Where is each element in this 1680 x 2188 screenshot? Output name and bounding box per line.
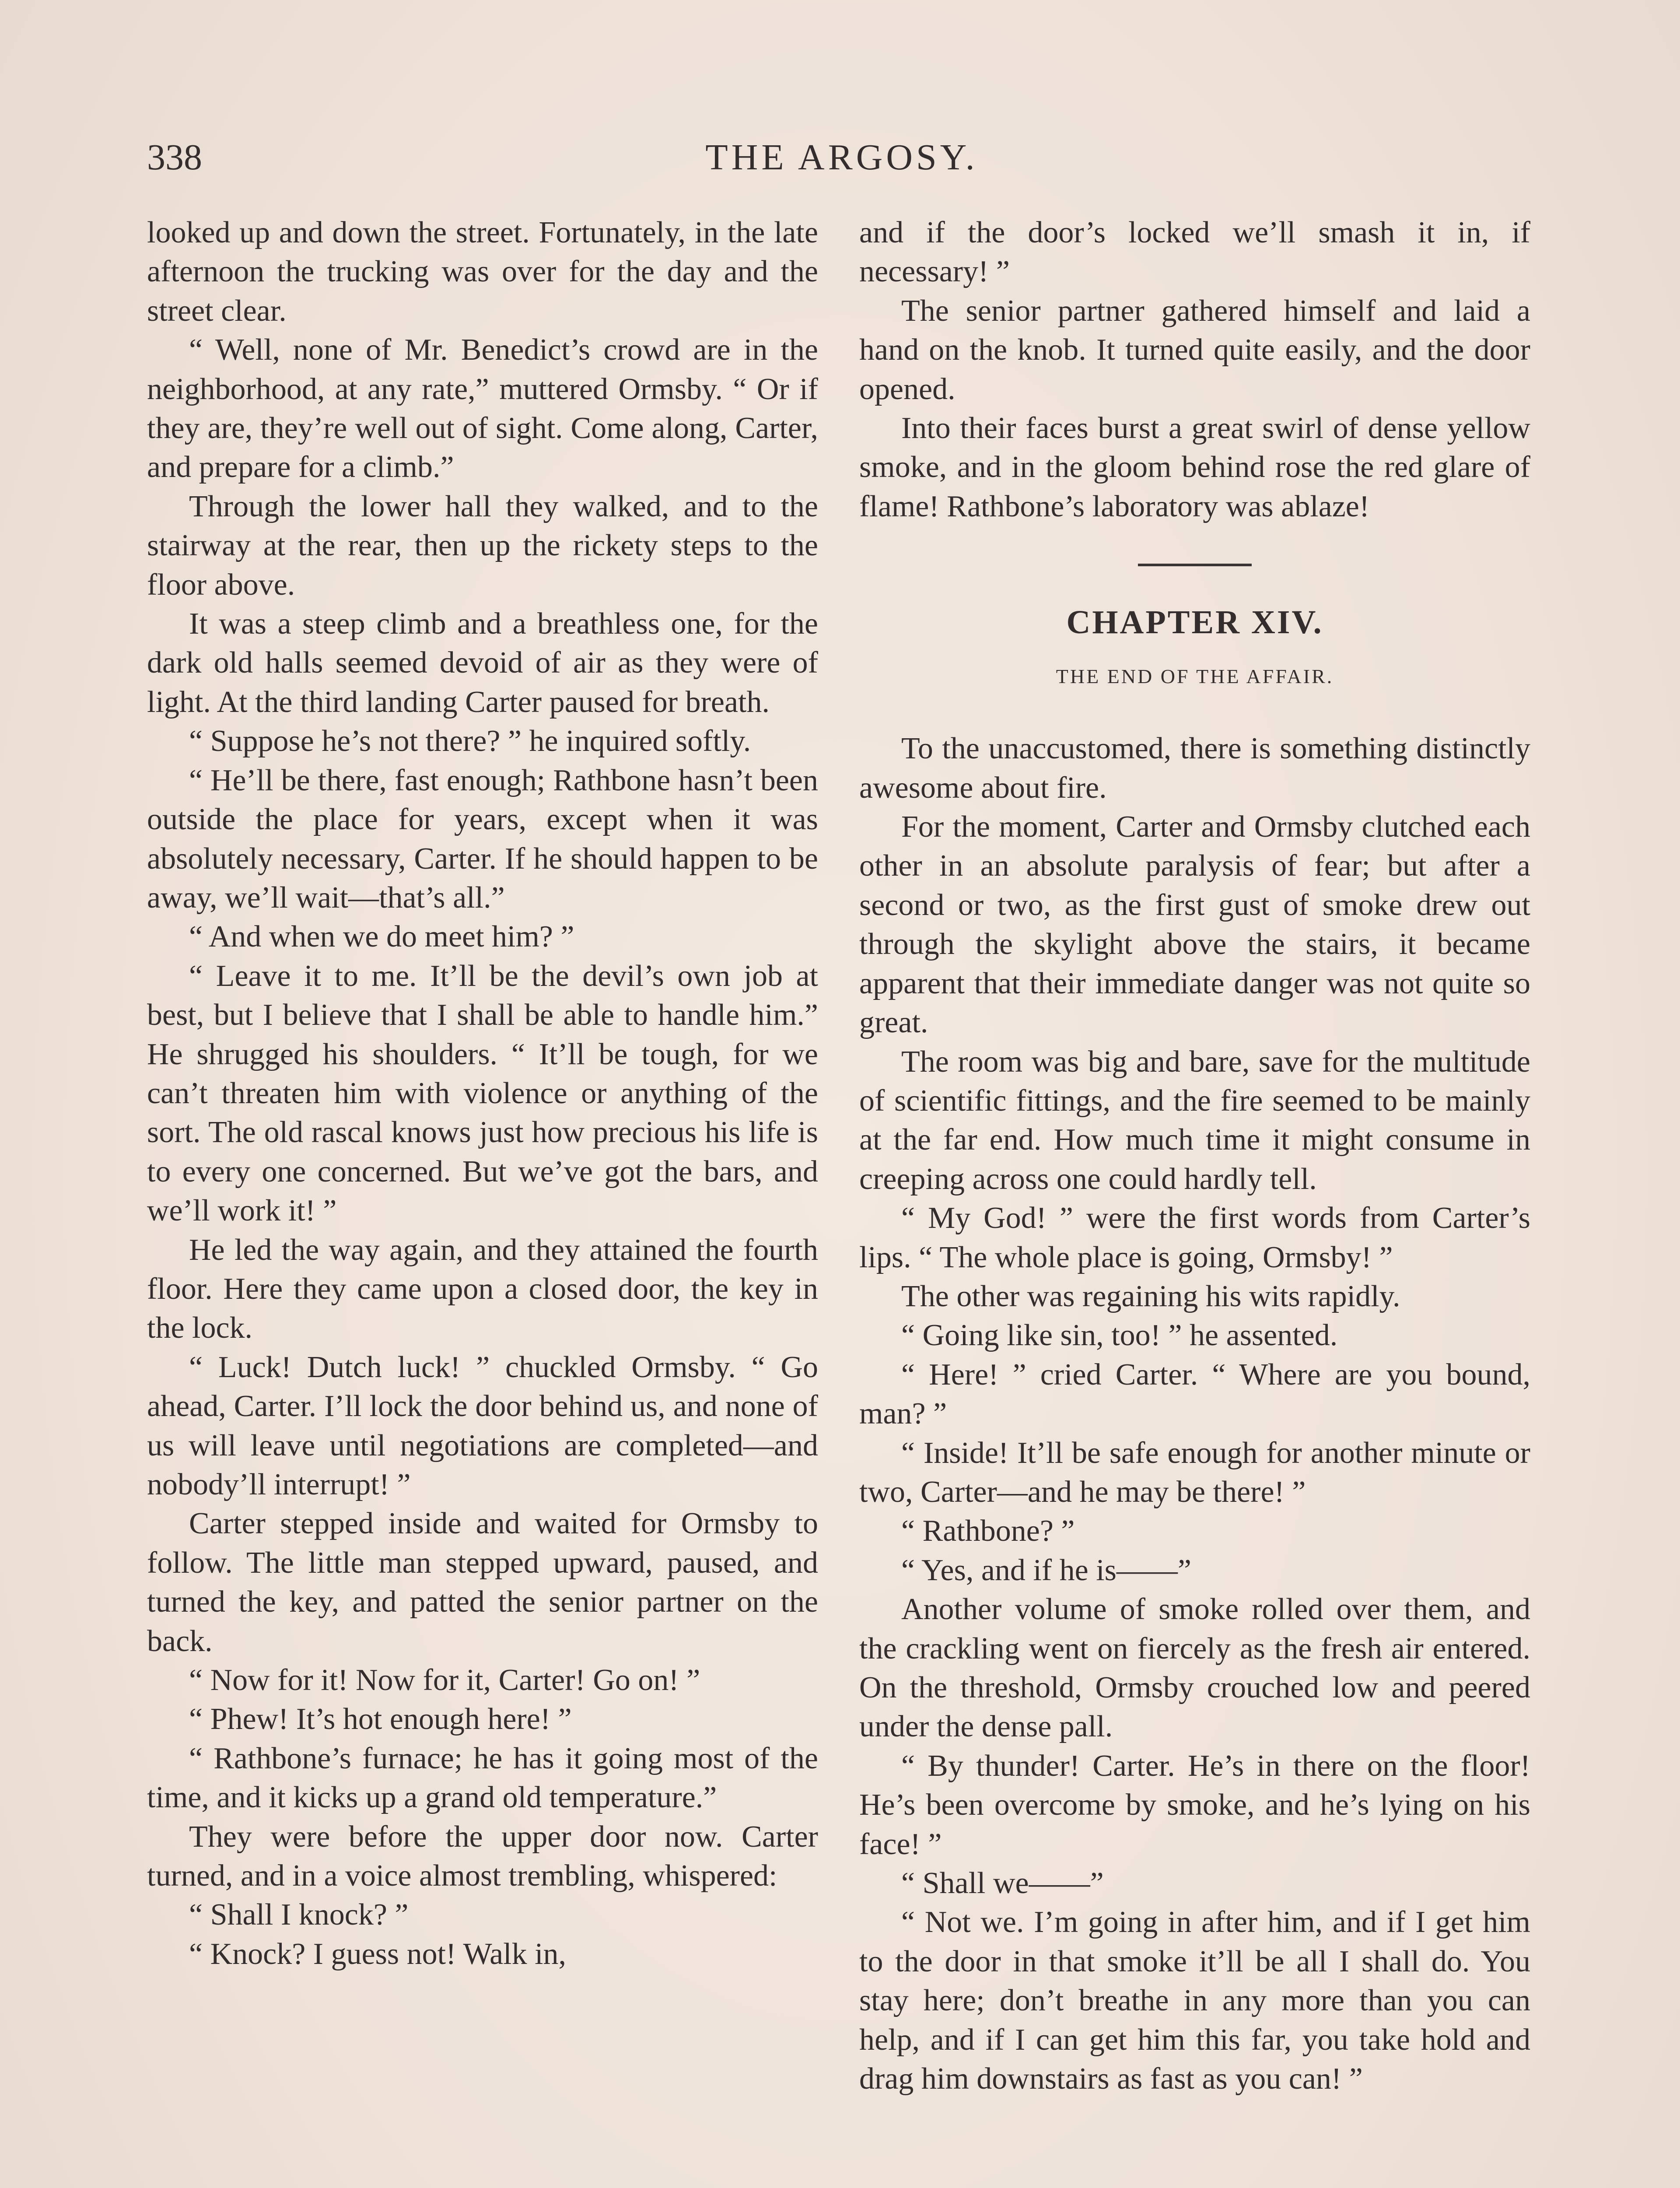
paragraph: “ Not we. I’m going in after him, and if I get him to the door in that smoke it’ll be all I shall do. You stay here; don’t breathe in any more than you can help, and if I can get him this far, you take hold and drag him downstairs as fast as you can! ” xyxy=(859,1905,1530,2096)
paragraph: “ My God! ” were the first words from Carter’s lips. “ The whole place is going, Ormsby! ” xyxy=(859,1201,1530,1274)
paragraph: “ Now for it! Now for it, Carter! Go on! ” xyxy=(189,1663,700,1697)
paragraph: “ Suppose he’s not there? ” he inquired softly. xyxy=(189,724,751,758)
paragraph: They were before the upper door now. Carter turned, and in a voice almost trembling, whispered: xyxy=(147,1820,818,1893)
paragraph: “ Yes, and if he is——” xyxy=(901,1553,1191,1587)
paragraph: Through the lower hall they walked, and to the stairway at the rear, then up the rickety steps to the floor above. xyxy=(147,489,818,602)
paragraph: “ Here! ” cried Carter. “ Where are you bound, man? ” xyxy=(859,1357,1530,1431)
paragraph: “ Inside! It’ll be safe enough for another minute or two, Carter—and he may be there! ” xyxy=(859,1436,1530,1509)
page-number: 338 xyxy=(147,137,202,178)
section-divider xyxy=(1138,564,1252,566)
paragraph: “ Rathbone? ” xyxy=(901,1514,1075,1548)
paragraph: looked up and down the street. Fortunately, in the late afternoon the trucking was over for the day and the street clear. xyxy=(147,216,818,328)
paragraph: He led the way again, and they attained the fourth floor. Here they came upon a closed door, the key in the lock. xyxy=(147,1233,818,1345)
chapter-subtitle: THE END OF THE AFFAIR. xyxy=(1056,665,1334,688)
paragraph: The other was regaining his wits rapidly. xyxy=(901,1279,1400,1313)
right-column xyxy=(859,213,1530,2098)
paragraph: The room was big and bare, save for the multitude of scientific fittings, and the fire seemed to be mainly at the far end. How much time it might consume in creeping across one could hardly tell. xyxy=(859,1045,1530,1196)
page-header xyxy=(147,131,1536,184)
paragraph: Into their faces burst a great swirl of dense yellow smoke, and in the gloom behind rose the red glare of flame! Rathbone’s laboratory was ablaze! xyxy=(859,411,1530,523)
paragraph: The senior partner gathered himself and laid a hand on the knob. It turned quite easily, and the door opened. xyxy=(859,294,1530,406)
paragraph: “ Well, none of Mr. Benedict’s crowd are in the neighborhood, at any rate,” muttered Ormsby. “ Or if they are, they’re well out of sight. Come along, Carter, and prepare for a climb.” xyxy=(147,333,818,484)
paragraph: To the unaccustomed, there is something distinctly awesome about fire. xyxy=(859,732,1530,805)
paragraph: “ Shall I knock? ” xyxy=(189,1898,409,1932)
paragraph: “ Luck! Dutch luck! ” chuckled Ormsby. “ Go ahead, Carter. I’ll lock the door behind us, and none of us will leave until negotiations are completed—and nobody’ll interrupt! ” xyxy=(147,1350,818,1501)
left-column xyxy=(147,213,818,1974)
paragraph: It was a steep climb and a breathless one, for the dark old halls seemed devoid of air as they were of light. At the third landing Carter paused for breath. xyxy=(147,607,818,719)
paragraph: “ Going like sin, too! ” he assented. xyxy=(901,1318,1338,1353)
paragraph: Another volume of smoke rolled over them, and the crackling went on fiercely as the fresh air entered. On the threshold, Ormsby crouched low and peered under the dense pall. xyxy=(859,1592,1530,1744)
paragraph: “ Knock? I guess not! Walk in, xyxy=(189,1937,567,1971)
paragraph: “ Phew! It’s hot enough here! ” xyxy=(189,1702,572,1736)
paragraph: For the moment, Carter and Ormsby clutched each other in an absolute paralysis of fear; but after a second or two, as the first gust of smoke drew out through the skylight above the stairs, it became apparent that their immediate danger was not quite so great. xyxy=(859,810,1530,1040)
paragraph: “ He’ll be there, fast enough; Rathbone hasn’t been outside the place for years, except when it was absolutely necessary, Carter. If he should happen to be away, we’ll wait—that’s all.” xyxy=(147,763,818,915)
chapter-heading: CHAPTER XIV. xyxy=(1066,604,1323,641)
paragraph: and if the door’s locked we’ll smash it in, if necessary! ” xyxy=(859,216,1530,289)
running-title: THE ARGOSY. xyxy=(705,137,978,178)
paragraph: “ By thunder! Carter. He’s in there on the floor! He’s been overcome by smoke, and he’s lying on his face! ” xyxy=(859,1749,1530,1861)
paragraph: “ Rathbone’s furnace; he has it going most of the time, and it kicks up a grand old temperature.” xyxy=(147,1741,818,1815)
paragraph: Carter stepped inside and waited for Ormsby to follow. The little man stepped upward, paused, and turned the key, and patted the senior partner on the back. xyxy=(147,1507,818,1658)
paragraph: “ Shall we——” xyxy=(901,1866,1104,1900)
paragraph: “ And when we do meet him? ” xyxy=(189,920,574,954)
paragraph: “ Leave it to me. It’ll be the devil’s own job at best, but I believe that I shall be able to handle him.” He shrugged his shoulders. “ It’ll be tough, for we can’t threaten him with violence or anything of the sort. The old rascal knows just how precious his life is to every one concerned. But we’ve got the bars, and we’ll work it! ” xyxy=(147,959,818,1228)
